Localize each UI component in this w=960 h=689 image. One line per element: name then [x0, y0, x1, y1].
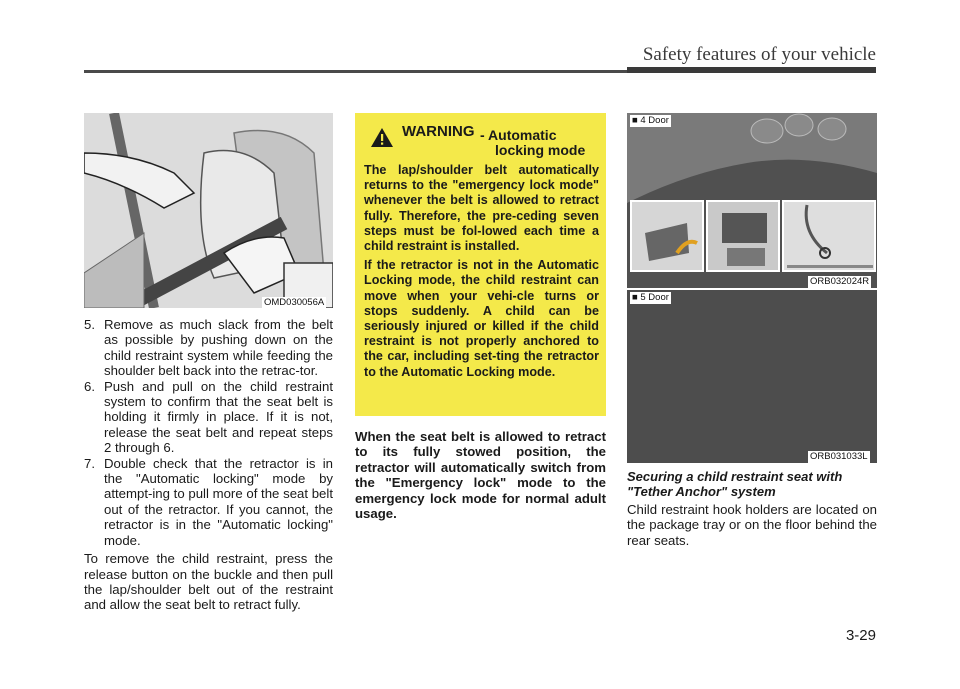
step-number: 5. [84, 317, 95, 332]
five-door-photo [627, 290, 877, 463]
warning-paragraph: If the retractor is not in the Automatic Locking mode, the child restraint can move when your vehi-cle turns or stops suddenly. A child can be seriously injured or killed if the child restraint is not properly anchored to the car, including set-ting the retractor to the Automatic Locking mode. [364, 258, 599, 379]
tether-anchor-text: Child restraint hook holders are located on the package tray or on the floor behind the rear seats. [627, 502, 877, 548]
image-code: OMD030056A [264, 297, 325, 308]
warning-paragraph: The lap/shoulder belt automatically returns to the "emergency lock mode" whenever the belt is allowed to retract fully. Therefore, the pre-ceding seven steps must be fol-lowed each time a child restraint is installed. [364, 163, 599, 254]
image-code: ORB032024R [810, 276, 870, 287]
warning-box [355, 113, 606, 416]
child-seat-illustration [84, 113, 333, 308]
header-rule-accent [627, 67, 876, 73]
warning-word: WARNING [402, 123, 475, 140]
step-number: 6. [84, 378, 95, 394]
four-door-photo [627, 113, 877, 288]
step-item [84, 317, 333, 379]
step-text: Remove as much slack from the belt as possible by pushing down on the child restraint system while feeding the shoulder belt back into the retrac-tor. [104, 317, 333, 379]
step-item [84, 379, 333, 456]
step-number: 7. [84, 455, 95, 471]
retract-note: When the seat belt is allowed to retract to its fully stowed position, the retractor will automatically switch from the "Emergency lock" mode to the emergency lock mode for normal adult usage. [355, 429, 606, 522]
remove-paragraph: To remove the child restraint, press the release button on the buckle and then pull the lap/shoulder belt out of the restraint and allow the seat belt to retract fully. [84, 551, 333, 613]
door-label-4: ■ 4 Door [632, 115, 669, 126]
left-column [84, 317, 333, 613]
warning-subtitle: - Automatic [480, 127, 557, 143]
step-text: Push and pull on the child restraint system to confirm that the seat belt is holding it firmly in place. If it is not, release the seat belt and repeat steps 2 through 6. [104, 378, 333, 456]
warning-header [364, 121, 599, 163]
section-title: Safety features of your vehicle [642, 44, 876, 65]
step-item [84, 456, 333, 548]
step-text: Double check that the retractor is in the "Automatic locking" mode by attempt-ing to pull more of the seat belt out of the retractor. If you cannot, the retractor is in the "Automatic locking" mode. [104, 455, 333, 548]
tether-anchor-heading: Securing a child restraint seat with "Tether Anchor" system [627, 469, 843, 500]
image-code: ORB031033L [810, 451, 868, 462]
page-number: 3-29 [845, 627, 876, 644]
warning-triangle-icon [370, 127, 394, 148]
warning-subtitle-line2: locking mode [495, 142, 586, 158]
door-label-5: ■ 5 Door [632, 292, 669, 303]
